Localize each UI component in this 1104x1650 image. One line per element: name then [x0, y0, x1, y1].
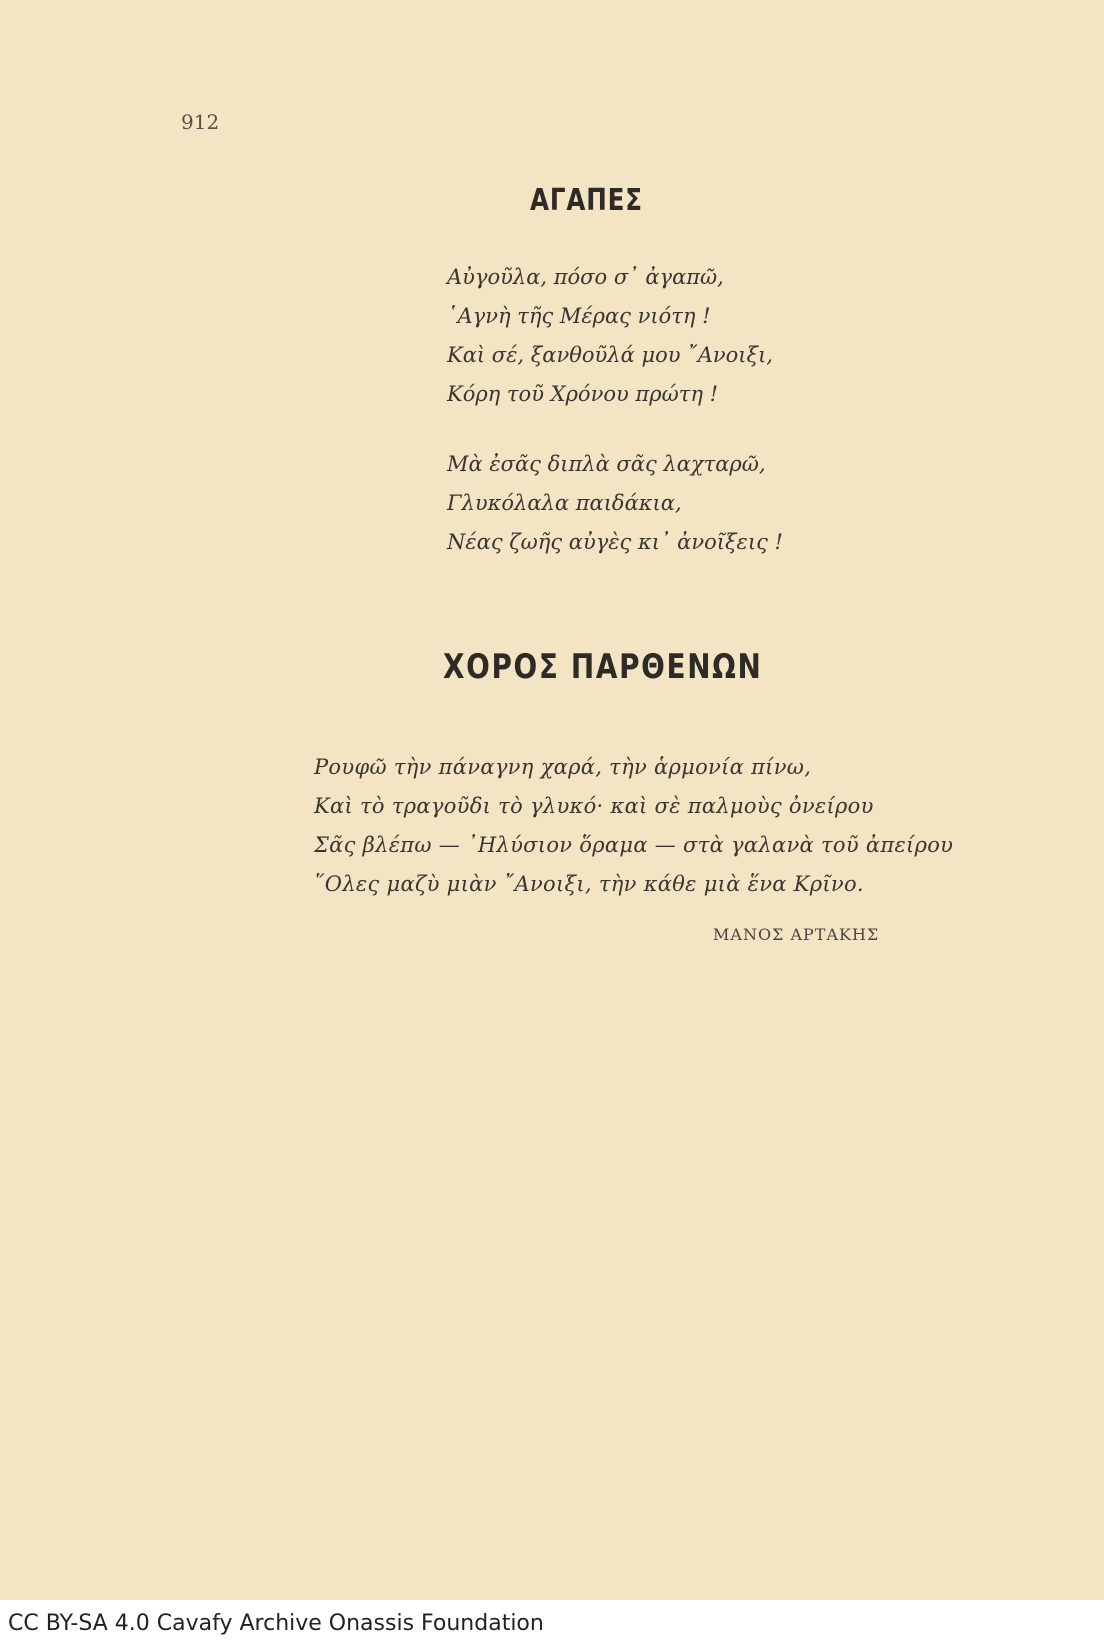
author-signature: ΜΑΝΟΣ ΑΡΤΑΚΗΣ: [713, 925, 880, 944]
verse-line: Αὐγοῦλα, πόσο σ᾽ ἀγαπῶ,: [447, 265, 724, 289]
page-number: 912: [181, 110, 220, 134]
verse-line: ῾Αγνὴ τῆς Μέρας νιότη !: [447, 304, 711, 328]
verse-line: ῞Ολες μαζὺ μιὰν ῎Ανοιξι, τὴν κάθε μιὰ ἕνα Κρῖνο.: [314, 872, 864, 896]
verse-line: Καὶ σέ, ξανθοῦλά μου ῎Ανοιξι,: [447, 343, 773, 367]
poem-title-agapes: ΑΓΑΠΕΣ: [530, 183, 643, 218]
poem-2-stanza-1: [314, 748, 953, 904]
poem-1-stanza-2: [447, 445, 783, 562]
license-credit: CC BY-SA 4.0 Cavafy Archive Onassis Foundation: [8, 1611, 544, 1636]
verse-line: Νέας ζωῆς αὐγὲς κι᾽ ἀνοῖξεις !: [447, 530, 783, 554]
verse-line: Γλυκόλαλα παιδάκια,: [447, 491, 682, 515]
poem-title-choros-parthenon: ΧΟΡΟΣ ΠΑΡΘΕΝΩΝ: [443, 647, 763, 687]
verse-line: Ρουφῶ τὴν πάναγνη χαρά, τὴν ἁρμονία πίνω,: [314, 755, 812, 779]
verse-line: Κόρη τοῦ Χρόνου πρώτη !: [447, 382, 719, 406]
poem-1-stanza-1: [447, 258, 773, 414]
verse-line: Καὶ τὸ τραγοῦδι τὸ γλυκό· καὶ σὲ παλμοὺς ὀνείρου: [314, 794, 874, 818]
verse-line: Μὰ ἐσᾶς διπλὰ σᾶς λαχταρῶ,: [447, 452, 766, 476]
verse-line: Σᾶς βλέπω — ᾽Ηλύσιον ὅραμα — στὰ γαλανὰ τοῦ ἀπείρου: [314, 833, 954, 857]
